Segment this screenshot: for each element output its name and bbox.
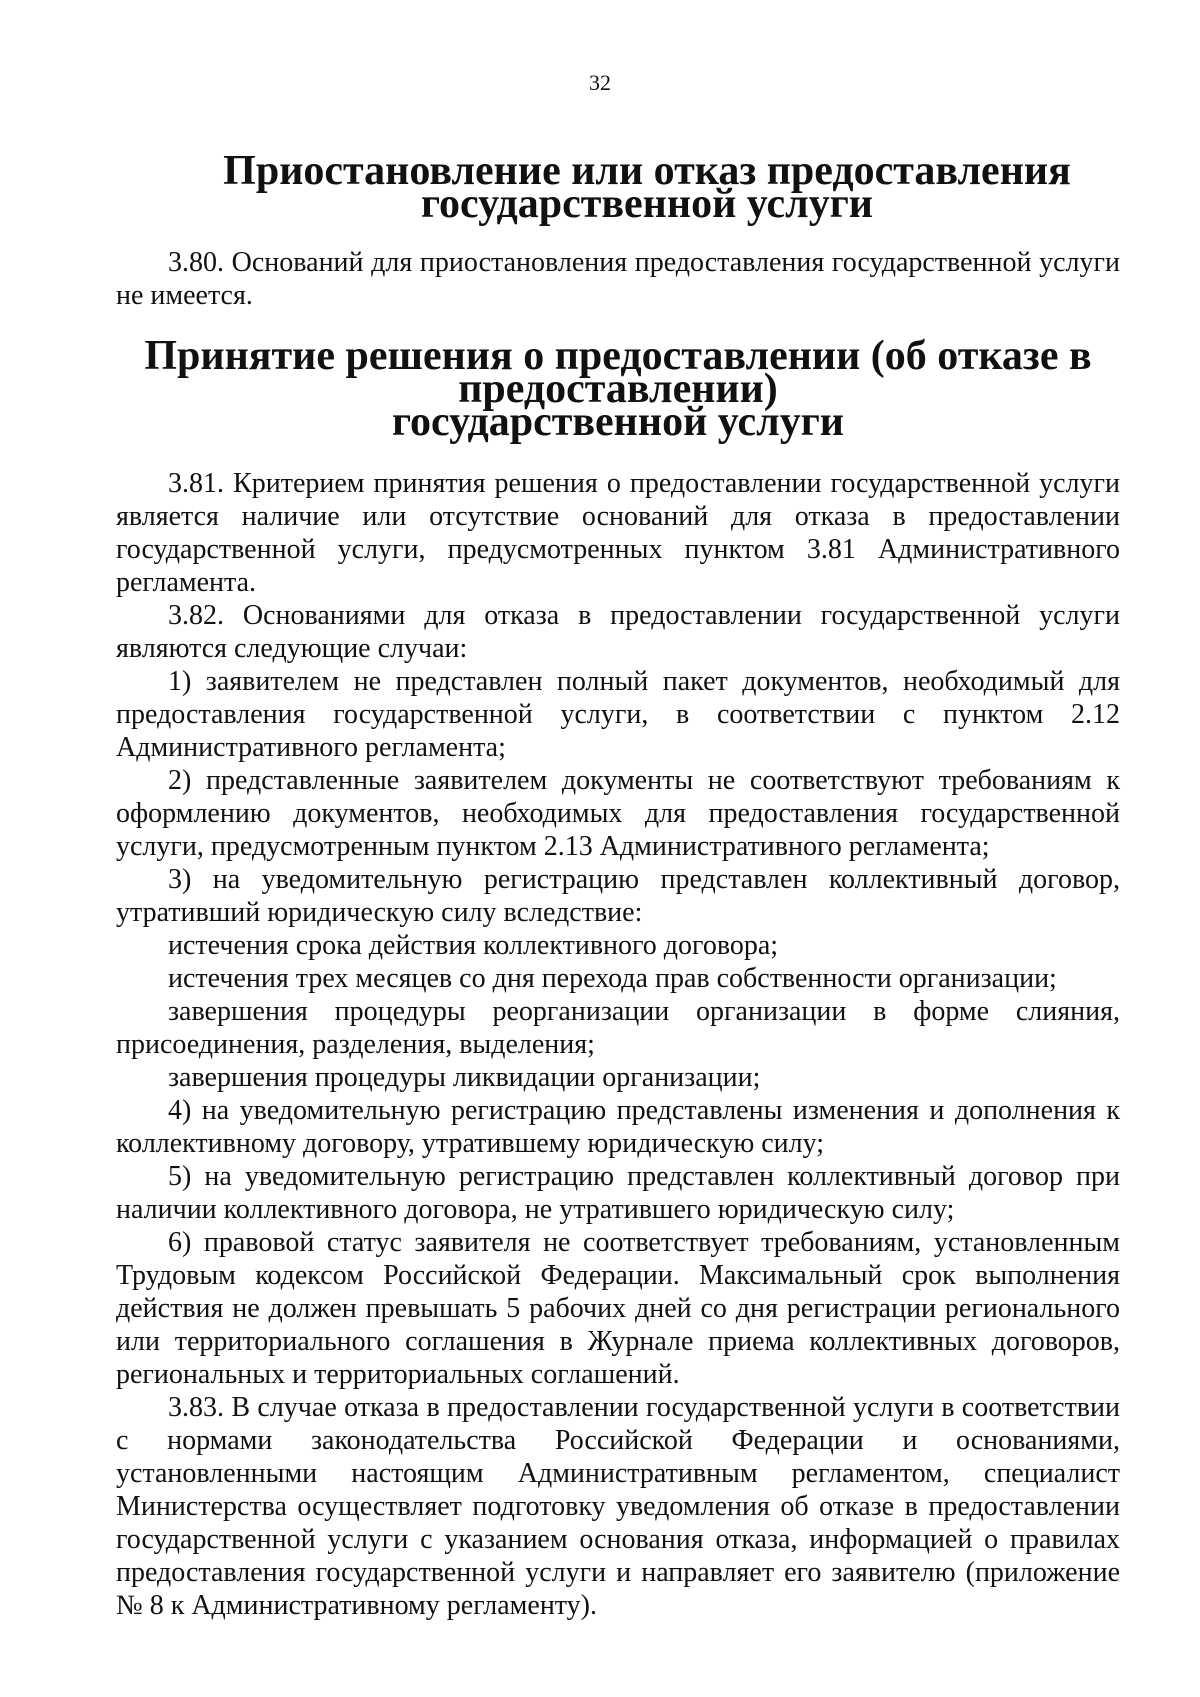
list-item-5: 5) на уведомительную регистрацию представлен коллективный договор при наличии коллективного договора, не утратившего юридическую силу; — [116, 1161, 1120, 1225]
paragraph-3-81: 3.81. Критерием принятия решения о предоставлении государственной услуги является наличие или отсутствие оснований для отказа в предоставлении государственной услуги, предусмотренных пунктом 3.81 Административного регламента. — [116, 468, 1120, 598]
heading-line: государственной услуги — [392, 399, 844, 445]
heading-line: Приостановление или отказ предоставления государственной услуги — [223, 148, 1071, 227]
document-body — [116, 148, 1120, 1622]
list-item-1: 1) заявителем не представлен полный пакет документов, необходимый для предоставления государственной услуги, в соответствии с пунктом 2.12 Административного регламента; — [116, 666, 1120, 763]
sub-item-reorganization: завершения процедуры реорганизации организации в форме слияния, присоединения, разделения, выделения; — [116, 996, 1120, 1060]
heading-line: Принятие решения о предоставлении (об отказе в предоставлении) — [144, 333, 1092, 412]
list-item-3: 3) на уведомительную регистрацию представлен коллективный договор, утративший юридическую силу вследствие: — [116, 864, 1120, 928]
list-item-4: 4) на уведомительную регистрацию представлены изменения и дополнения к коллективному договору, утратившему юридическую силу; — [116, 1095, 1120, 1159]
list-item-2: 2) представленные заявителем документы не соответствуют требованиям к оформлению документов, необходимых для предоставления государственной услуги, предусмотренным пунктом 2.13 Административного регламента; — [116, 765, 1120, 862]
page-number: 32 — [589, 70, 611, 95]
paragraph-3-82: 3.82. Основаниями для отказа в предоставлении государственной услуги являются следующие случаи: — [116, 600, 1120, 664]
section-heading-decision — [116, 333, 1120, 445]
sub-item-ownership-transfer: истечения трех месяцев со дня перехода прав собственности организации; — [168, 963, 1057, 994]
list-item-6: 6) правовой статус заявителя не соответствует требованиям, установленным Трудовым кодексом Российской Федерации. Максимальный срок выполнения действия не должен превышать 5 рабочих дней со дня регистрации регионального или территориального соглашения в Журнале приема коллективных договоров, региональных и территориальных соглашений. — [116, 1227, 1120, 1390]
paragraph-3-80: 3.80. Оснований для приостановления предоставления государственной услуги не имеется. — [116, 247, 1120, 311]
sub-item-term-expiry: истечения срока действия коллективного договора; — [168, 930, 779, 961]
section-heading-suspension — [116, 148, 1120, 227]
paragraph-3-83: 3.83. В случае отказа в предоставлении государственной услуги в соответствии с нормами законодательства Российской Федерации и основаниями, установленными настоящим Административным регламентом, специалист Министерства осуществляет подготовку уведомления об отказе в предоставлении государственной услуги с указанием основания отказа, информацией о правилах предоставления государственной услуги и направляет его заявителю (приложение № 8 к Административному регламенту). — [116, 1392, 1120, 1621]
sub-item-liquidation: завершения процедуры ликвидации организации; — [168, 1062, 761, 1093]
